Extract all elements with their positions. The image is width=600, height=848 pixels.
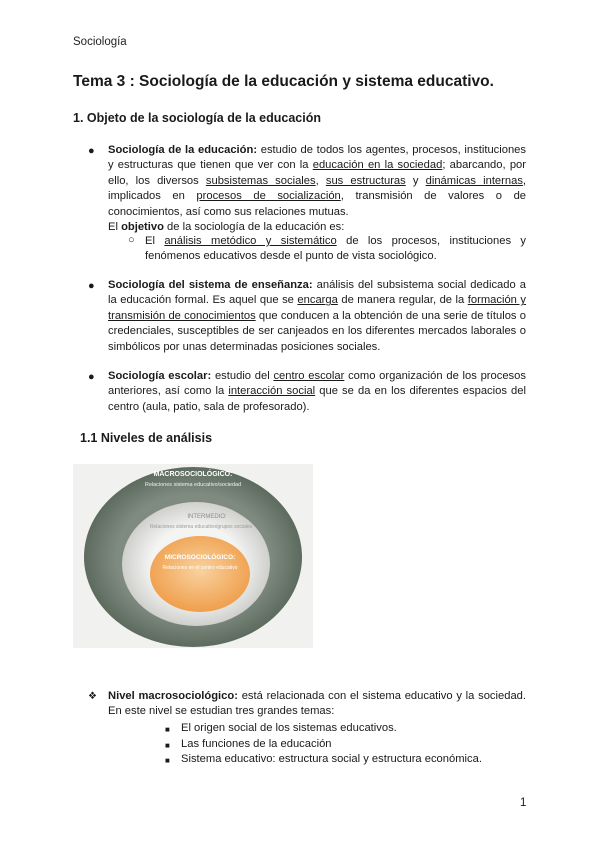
macro-title: MACROSOCIOLÓGICO: [153, 471, 233, 478]
bullet-dot: ● [88, 371, 95, 383]
page-header: Sociología [73, 36, 127, 48]
bullet-dot: ● [88, 280, 95, 292]
list-item: Sistema educativo: estructura social y estructura económica. [181, 753, 482, 765]
list-item: Las funciones de la educación [181, 738, 332, 750]
micro-subtitle: Relaciones en el centro educativo [162, 565, 238, 571]
paragraph-sociologia-escolar: Sociología escolar: estudio del centro escolar como organización de los procesos anteriores, así como la interacción social que se da en los diferentes espacios del centro (aula, patio, sala de profesorado). [108, 370, 526, 413]
macro-subtitle: Relaciones sistema educativo/sociedad [144, 482, 242, 488]
paragraph-sociologia-educacion: Sociología de la educación: estudio de todos los agentes, procesos, instituciones y estructuras que tienen que ver con la educación en la sociedad; abarcando, por ello, los diversos subsistemas sociales, sus estructuras y dinámicas internas, implicados en procesos de socialización, transmisión de valores o de conocimientos, así como sus relaciones mutuas. El objetivo de la sociología de la educación es: [108, 144, 527, 234]
section-heading-1: 1. Objeto de la sociología de la educación [73, 111, 321, 125]
section-heading-1-1: 1.1 Niveles de análisis [80, 431, 213, 445]
sub-bullet-circle: ○ [128, 234, 135, 246]
diamond-bullet-icon: ❖ [88, 691, 97, 702]
term: Sociología de la educación: [108, 144, 258, 156]
sub-paragraph-objetivo: El análisis metódico y sistemático de los procesos, instituciones y fenómenos educativos desde el punto de vista sociológico. [145, 235, 527, 263]
micro-core [150, 536, 250, 612]
list-item: El origen social de los sistemas educativos. [181, 722, 397, 734]
micro-title: MICROSOCIOLÓGICO: [164, 554, 236, 561]
square-bullet-icon: ■ [165, 756, 170, 765]
levels-diagram-svg [73, 464, 313, 648]
intermediate-title: INTERMEDIO: [187, 514, 227, 520]
bullet-dot: ● [88, 145, 95, 157]
paragraph-sistema-ensenanza: Sociología del sistema de enseñanza: análisis del subsistema social dedicado a la educación formal. Es aquel que se encarga de manera regular, de la formación y transmisión de conocimientos que conducen a la obtención de una serie de títulos o credenciales, susceptibles de ser canjeados en los diferentes mercados laborales o simbólicos por unas determinadas posiciones sociales. [108, 279, 526, 353]
square-bullet-icon: ■ [165, 741, 170, 750]
square-bullet-icon: ■ [165, 725, 170, 734]
paragraph-nivel-macro: Nivel macrosociológico: está relacionada con el sistema educativo y la sociedad. En este nivel se estudian tres grandes temas: [108, 690, 526, 718]
intermediate-subtitle: Relaciones sistema educativo/grupos sociales [149, 524, 253, 530]
document-title: Tema 3 : Sociología de la educación y sistema educativo. [73, 73, 494, 90]
levels-diagram [73, 464, 313, 648]
page-number: 1 [520, 797, 527, 809]
